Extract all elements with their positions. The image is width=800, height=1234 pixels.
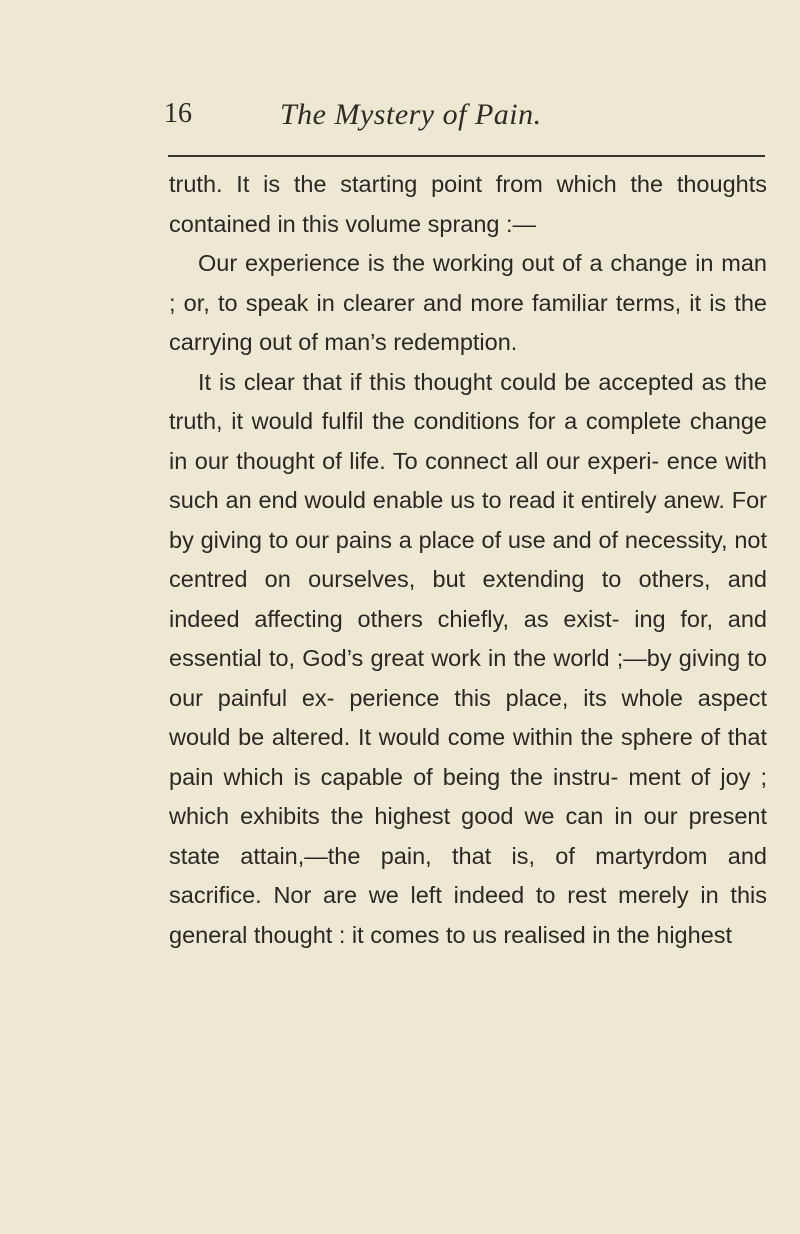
paragraph: truth. It is the starting point from which the thoughts contained in this volume sprang :— [169,171,767,237]
running-title: The Mystery of Pain. [280,98,542,131]
body-text [169,165,767,955]
header-rule [168,155,765,157]
paragraph: It is clear that if this thought could be accepted as the truth, it would fulfil the conditions for a complete change in our thought of life. To connect all our experi- ence with such an end would enable us to read it entirely anew. For by giving to our pains a place of use and of necessity, not centred on ourselves, but extending to others, and indeed affecting others chiefly, as exist- ing for, and essential to, God’s great work in the world ;—by giving to our painful ex- perience this place, its whole aspect would be altered. It would come within the sphere of that pain which is capable of being the instru- ment of joy ; which exhibits the highest good we can in our present state attain,—the pain, that is, of martyrdom and sacrifice. Nor are we left indeed to rest merely in this general thought : it comes to us realised in the highest [169,368,767,948]
page-header [164,98,784,138]
paragraph: Our experience is the working out of a change in man ; or, to speak in clearer and more familiar terms, it is the carrying out of man’s redemption. [169,250,767,355]
page-number: 16 [164,98,192,129]
